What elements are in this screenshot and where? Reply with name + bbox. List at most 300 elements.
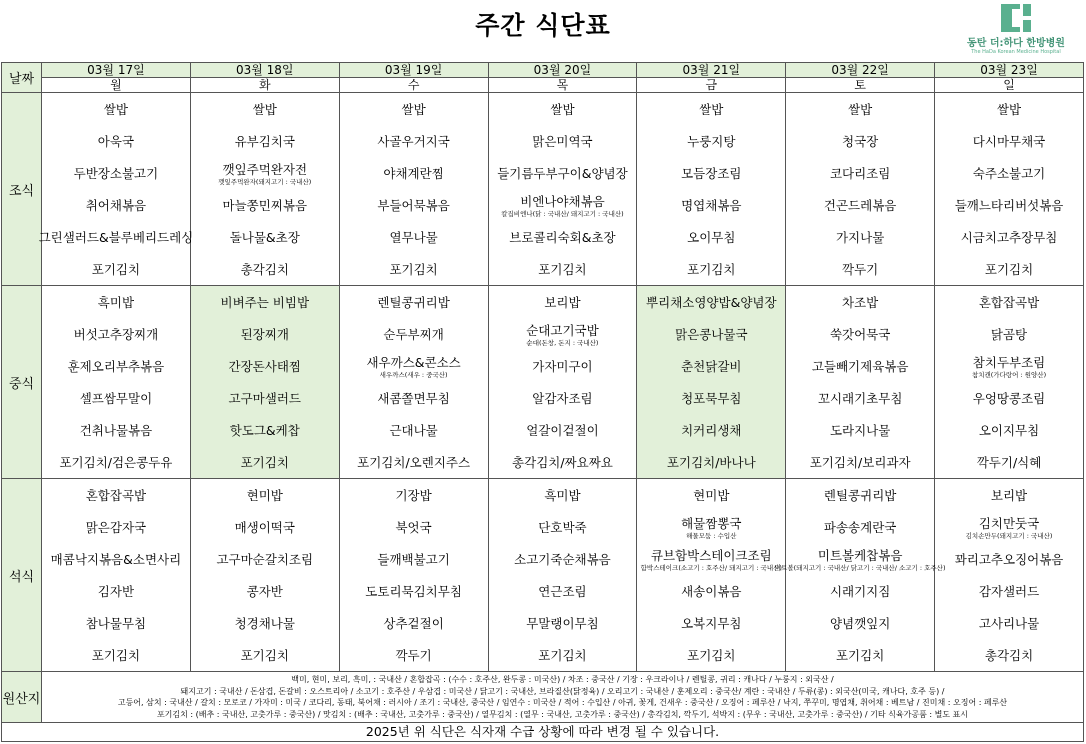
menu-item [786,575,934,607]
menu-item-name: 김자반 [97,584,135,599]
notice-row [2,723,1084,742]
menu-item-name: 큐브함박스테이크조림 [650,548,772,563]
menu-item-name: 가자미구이 [532,359,593,374]
menu-item [489,221,637,253]
menu-item-name: 참치두부조림 [972,355,1046,370]
weekday-cell: 토 [786,78,935,93]
menu-item-name: 돌나물&초장 [229,230,300,245]
menu-item-list [191,93,339,285]
menu-item-name: 깻잎주먹완자전 [222,162,308,177]
menu-item-name: 된장찌개 [240,327,289,342]
menu-item [42,93,190,125]
menu-item-list [786,93,934,285]
menu-item [935,511,1083,543]
menu-item-name: 연근조림 [538,584,587,599]
date-cell: 03월 18일 [190,63,339,78]
menu-item [489,318,637,350]
dinner-menu-cell [488,479,637,672]
hospital-subtitle: The HaDa Korean Medicine Hospital [971,49,1061,55]
menu-item [191,286,339,318]
menu-item-name: 감자샐러드 [978,584,1040,599]
menu-item-name: 오이지무침 [978,423,1040,438]
menu-item-name: 포기김치 [91,262,141,277]
breakfast-label: 조식 [2,93,42,286]
menu-item [191,607,339,639]
origin-row [2,672,1084,723]
menu-item [191,318,339,350]
origin-line: 포기김치 : (배추 : 국내산, 고춧가루 : 중국산) / 맛김치 : (배추 : 국내산, 고춧가루 : 중국산) / 열무김치 : (열무 : 국내산, 고춧가루 : 중국산) / 총각김치, 깍두기, 석박지 : (무우 : 국내산, 고춧가루 : 중국산) / 기타 식육가공품 : 별도 표시 [156,709,969,719]
menu-item [786,318,934,350]
menu-item [42,607,190,639]
menu-item-name: 매콤낙지볶음&소면사리 [50,552,182,567]
menu-item [637,414,785,446]
menu-item-name: 해물짬뽕국 [681,516,742,531]
menu-item [489,350,637,382]
menu-item [191,93,339,125]
menu-item [637,511,785,543]
menu-item-name: 들기름두부구이&양념장 [497,166,628,181]
menu-item-name: 꼬시래기초무침 [817,391,903,406]
menu-item-name: 청포묵무침 [681,391,742,406]
menu-item-origin-note: 순대(돈창, 돈지 : 국내산) [526,339,599,347]
menu-item [786,382,934,414]
menu-item [340,414,488,446]
menu-item [637,382,785,414]
menu-item-name: 명엽채볶음 [681,198,742,213]
menu-item-name: 맑은감자국 [85,520,147,535]
menu-item-name: 취어채볶음 [85,198,147,213]
menu-item [191,479,339,511]
menu-item-name: 렌틸콩귀리밥 [377,295,450,310]
menu-item [637,318,785,350]
menu-item-name: 포기김치 [240,455,289,470]
menu-item-name: 근대나물 [389,423,438,438]
breakfast-menu-cell [38,93,194,286]
menu-item [489,607,637,639]
menu-item [786,253,934,285]
hospital-logo-icon [1001,4,1031,32]
menu-item [340,543,488,575]
menu-item-name: 핫도그&케찹 [229,423,300,438]
menu-item-name: 고들빼기제육볶음 [811,359,909,374]
menu-item-name: 혼합잡곡밥 [978,295,1040,310]
menu-item [489,125,637,157]
menu-item [637,125,785,157]
menu-item [340,350,488,382]
menu-item [191,350,339,382]
menu-item-origin-note: 해물모둠 : 수입산 [686,532,737,540]
menu-item [191,125,339,157]
menu-item-list [38,93,194,285]
menu-item-name: 버섯고추장찌개 [73,327,159,342]
menu-item-name: 참나물무침 [85,616,147,631]
dinner-label: 석식 [2,479,42,672]
menu-item [191,157,339,189]
menu-item-name: 모듬장조림 [681,166,742,181]
menu-item [935,189,1083,221]
menu-item-name: 고사리나물 [978,616,1040,631]
lunch-menu-cell [488,286,637,479]
menu-item-list [191,479,339,671]
date-cell: 03월 23일 [935,63,1084,78]
menu-item [935,575,1083,607]
menu-item-name: 포기김치 [389,262,438,277]
menu-item-name: 쌀밥 [252,102,277,117]
menu-item [935,93,1083,125]
menu-item-list [42,479,190,671]
weekday-cell: 일 [935,78,1084,93]
menu-item-list [340,479,488,671]
menu-item-origin-note: 깻잎주먹완자(돼지고기 : 국내산) [218,178,312,186]
menu-item-name: 미트볼케찹볶음 [817,548,903,563]
menu-item [786,414,934,446]
menu-item [786,446,934,478]
menu-item [340,189,488,221]
menu-item-list [935,93,1083,285]
menu-item [38,221,194,253]
menu-item [935,479,1083,511]
menu-item [340,511,488,543]
lunch-row [2,286,1084,479]
weekly-menu-table [1,62,1084,742]
menu-item [786,286,934,318]
menu-item-name: 오복지무침 [681,616,742,631]
menu-item-name: 얼갈이겉절이 [526,423,599,438]
menu-item-name: 포기김치/바나나 [666,455,756,470]
dinner-menu-cell [42,479,191,672]
menu-item-name: 깍두기/식혜 [976,455,1042,470]
menu-item [637,253,785,285]
origin-line: 백미, 현미, 보리, 흑미, : 국내산 / 혼합잡곡 : (수수 : 호주산, 완두콩 : 미국산) / 차조 : 중국산 / 기장 : 우크라이나 / 렌틸콩, 귀리 : 캐나다 / 누룽지 : 외국산 / [291,675,834,684]
lunch-menu-cell [786,286,935,479]
menu-item [935,543,1083,575]
menu-item-name: 건곤드레볶음 [823,198,897,213]
menu-item [786,125,934,157]
menu-item-list [935,286,1083,478]
menu-item-name: 총각김치 [240,262,289,277]
menu-item-name: 셀프쌈무말이 [79,391,153,406]
menu-item-name: 청국장 [842,134,879,149]
menu-item-name: 쌀밥 [848,102,873,117]
menu-item-name: 총각김치 [984,648,1034,663]
menu-item-name: 비엔나야채볶음 [520,194,605,209]
menu-item-name: 상추겉절이 [383,616,444,631]
date-cell: 03월 22일 [786,63,935,78]
menu-item-name: 열무나물 [389,230,438,245]
menu-item-name: 포기김치 [538,262,587,277]
menu-item-name: 시래기지짐 [829,584,891,599]
menu-item [42,157,190,189]
menu-item [935,157,1083,189]
menu-item-name: 쌀밥 [401,102,426,117]
menu-item-name: 포기김치 [687,262,736,277]
menu-item [42,543,190,575]
menu-item [42,414,190,446]
menu-item-name: 깍두기 [395,648,432,663]
menu-item [340,446,488,478]
menu-item [340,125,488,157]
menu-item [637,446,785,478]
menu-item [340,639,488,671]
menu-item-name: 포기김치/오렌지주스 [357,455,471,470]
dinner-menu-cell [339,479,488,672]
menu-item-name: 김치만둣국 [978,516,1040,531]
menu-item [774,543,946,575]
menu-item-list [42,286,190,478]
menu-item [489,189,637,221]
menu-item [489,414,637,446]
breakfast-row [2,93,1084,286]
menu-item [191,382,339,414]
menu-item-name: 현미밥 [693,488,730,503]
menu-item-name: 브로콜리숙회&초장 [509,230,616,245]
menu-item-name: 포기김치 [240,648,289,663]
dinner-menu-cell [774,479,946,672]
menu-item-name: 우엉땅콩조림 [972,391,1046,406]
menu-item [340,318,488,350]
breakfast-menu-cell [488,93,637,286]
menu-item [489,575,637,607]
date-cell: 03월 19일 [339,63,488,78]
menu-item [637,157,785,189]
menu-item [191,189,339,221]
menu-item-name: 뿌리채소영양밥&양념장 [646,295,777,310]
menu-item-name: 콩자반 [246,584,283,599]
menu-item-name: 포기김치 [91,648,141,663]
menu-item [489,446,637,478]
menu-item [935,350,1083,382]
menu-item-origin-note: 참치캔(가다랑어 : 원양산) [971,371,1047,379]
menu-item-list [637,286,785,478]
menu-item-list [637,479,785,671]
menu-item-name: 다시마무채국 [972,134,1046,149]
menu-item-name: 야채계란찜 [383,166,444,181]
menu-item [340,93,488,125]
menu-item [489,286,637,318]
menu-item-list [340,93,488,285]
menu-item [935,414,1083,446]
menu-item-name: 무말랭이무침 [526,616,599,631]
menu-item-name: 새송이볶음 [681,584,742,599]
menu-item-name: 고구마샐러드 [228,391,301,406]
menu-item [340,157,488,189]
menu-item [489,511,637,543]
menu-item-list [489,286,637,478]
menu-item-list [340,286,488,478]
menu-item [935,125,1083,157]
lunch-label: 중식 [2,286,42,479]
menu-item [191,639,339,671]
menu-item [489,382,637,414]
menu-item-name: 고구마순갈치조림 [216,552,314,567]
menu-item-name: 가지나물 [835,230,885,245]
menu-item-origin-note: 새우까스(새우 : 중국산) [379,371,448,379]
menu-item [786,511,934,543]
weekday-cell: 월 [42,78,191,93]
menu-item-name: 포기김치 [687,648,736,663]
menu-item-name: 렌틸콩귀리밥 [823,488,897,503]
menu-item [42,318,190,350]
menu-item-name: 쌀밥 [103,102,128,117]
lunch-menu-cell [637,286,786,479]
menu-item-list [935,479,1083,671]
menu-item [42,511,190,543]
menu-item [637,93,785,125]
menu-item-name: 유부김치국 [234,134,295,149]
menu-item-name: 맑은콩나물국 [675,327,748,342]
menu-item-list [786,286,934,478]
origin-line: 돼지고기 : 국내산 / 돈삼겹, 돈갈비 : 오스트리아 / 소고기 : 호주산 / 우삼겹 : 미국산 / 닭고기 : 국내산, 브라질산(닭정육) / 오리고기 : 국내산 / 훈제오리 : 중국산/ 계란 : 국내산 / 두류(콩) : 외국산(미국, 캐나다, 호주 등) / [180,686,945,696]
menu-item-name: 보리밥 [990,488,1028,503]
date-cell: 03월 20일 [488,63,637,78]
menu-item-name: 청경채나물 [234,616,295,631]
menu-item-name: 오이무침 [687,230,736,245]
menu-item [340,221,488,253]
menu-item-name: 쌀밥 [996,102,1022,117]
menu-item-list [637,93,785,285]
menu-item-name: 포기김치/검은콩두유 [59,455,173,470]
notice-text: 2025년 위 식단은 식자재 수급 상황에 따라 변경 될 수 있습니다. [2,723,1084,742]
menu-item-list [489,93,637,285]
menu-item-name: 총각김치/짜요짜요 [512,455,613,470]
origin-line: 고등어, 삼치 : 국내산 / 갈치 : 모로코 / 가자미 : 미국 / 코다리, 동태, 북어채 : 러시아 / 조기 : 국내산, 중국산 / 임연수 : 미국산 / 적어 : 수입산 / 아귀, 꽃게, 건새우 : 중국산 / 오징어 : 페루산 / 낙지, 쭈꾸미, 명엽채, 취어채 : 베트남 / 진미채 : 오징어 : 페루산 [117,698,1008,707]
menu-item [786,350,934,382]
menu-item [191,543,339,575]
menu-item-name: 새콤쫄면무침 [377,391,450,406]
menu-item-name: 누룽지탕 [687,134,736,149]
menu-item [935,639,1083,671]
menu-item [340,575,488,607]
menu-item [42,253,190,285]
menu-item [191,511,339,543]
menu-item-name: 양념깻잎지 [829,616,891,631]
menu-item [935,318,1083,350]
menu-item-name: 흑미밥 [544,488,581,503]
menu-item-name: 쑥갓어묵국 [829,327,891,342]
menu-item-origin-note: 함박스테이크(소고기 : 호주산/ 돼지고기 : 국내산) [640,564,782,572]
menu-item [786,189,934,221]
weekday-cell: 목 [488,78,637,93]
menu-item-name: 두반장소불고기 [73,166,159,181]
dinner-menu-cell [935,479,1084,672]
menu-item-origin-note: 칼집비엔나(닭 : 국내산/ 돼지고기 : 국내산) [501,210,624,218]
menu-item [935,286,1083,318]
dinner-menu-cell [637,479,786,672]
menu-item-name: 비벼주는 비빔밥 [220,295,310,310]
weekday-cell: 화 [190,78,339,93]
menu-item [340,253,488,285]
menu-item [786,93,934,125]
menu-item-name: 부들어묵볶음 [377,198,450,213]
menu-item [340,286,488,318]
menu-item-list [489,479,637,671]
menu-item-name: 단호박죽 [538,520,587,535]
menu-item [786,221,934,253]
menu-item-name: 깍두기 [842,262,879,277]
menu-item-name: 현미밥 [246,488,283,503]
menu-item-name: 아욱국 [97,134,135,149]
menu-item-name: 건취나물볶음 [79,423,153,438]
menu-item-name: 꽈리고추오징어볶음 [954,552,1064,567]
menu-item [42,189,190,221]
menu-item [935,221,1083,253]
menu-item-name: 간장돈사태찜 [228,359,301,374]
menu-item [935,253,1083,285]
menu-item-name: 북엇국 [395,520,432,535]
menu-item-name: 치커리생채 [681,423,742,438]
menu-item [637,607,785,639]
weekday-cell: 수 [339,78,488,93]
origin-info [42,672,1084,723]
menu-item-name: 도라지나물 [829,423,891,438]
menu-item-name: 혼합잡곡밥 [85,488,147,503]
date-cell: 03월 21일 [637,63,786,78]
menu-item-name: 매생이떡국 [234,520,295,535]
menu-item-name: 맑은미역국 [532,134,593,149]
menu-item [489,639,637,671]
menu-item [786,157,934,189]
hospital-name: 동탄 더:하다 한방병원 [967,38,1065,49]
date-header-label: 날짜 [2,63,42,93]
menu-item [340,382,488,414]
menu-item-name: 알감자조림 [532,391,593,406]
breakfast-menu-cell [339,93,488,286]
menu-item [786,607,934,639]
breakfast-menu-cell [935,93,1084,286]
menu-item-name: 코다리조림 [829,166,891,181]
menu-item [637,350,785,382]
menu-item [191,414,339,446]
menu-item-name: 새우까스&콘소스 [366,355,461,370]
menu-item [42,446,190,478]
menu-item [637,189,785,221]
dinner-menu-cell [190,479,339,672]
menu-item [637,221,785,253]
menu-item-name: 쌀밥 [550,102,575,117]
breakfast-menu-cell [786,93,935,286]
page-title: 주간 식단표 [475,11,611,40]
date-row [2,63,1084,78]
lunch-menu-cell [190,286,339,479]
menu-item-name: 포기김치 [835,648,885,663]
breakfast-menu-cell [637,93,786,286]
menu-item-name: 순대고기국밥 [526,323,599,338]
menu-item-name: 들깨백불고기 [377,552,450,567]
weekday-cell: 금 [637,78,786,93]
menu-item [489,157,637,189]
menu-item [42,479,190,511]
menu-item [42,350,190,382]
menu-item [42,382,190,414]
menu-item [637,639,785,671]
menu-item-name: 쌀밥 [699,102,724,117]
menu-item [42,639,190,671]
menu-item-name: 시금치고추장무침 [960,230,1058,245]
menu-item [637,286,785,318]
menu-item-name: 그린샐러드&블루베리드레싱 [38,230,194,245]
menu-item [935,382,1083,414]
lunch-menu-cell [42,286,191,479]
menu-item [786,479,934,511]
menu-item-name: 흑미밥 [97,295,135,310]
origin-label: 원산지 [2,672,42,723]
menu-item [935,607,1083,639]
menu-item-name: 훈제오리부추볶음 [67,359,165,374]
menu-item-origin-note: 미트볼(돼지고기 : 국내산/ 닭고기 : 국내산/ 소고기 : 호주산) [774,564,946,572]
menu-item-name: 파송송계란국 [823,520,897,535]
menu-item [42,575,190,607]
menu-item [340,479,488,511]
